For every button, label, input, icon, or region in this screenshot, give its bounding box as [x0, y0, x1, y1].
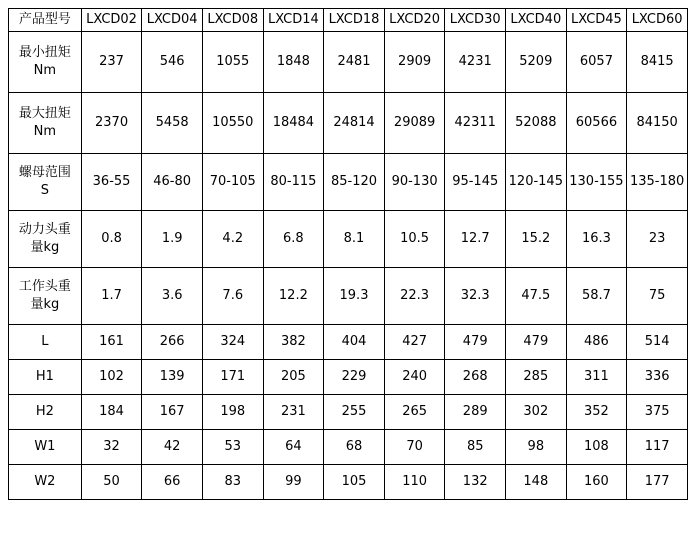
- header-cell-lxcd30: LXCD30: [445, 9, 506, 32]
- row-label-line: 量kg: [30, 296, 60, 312]
- cell-value: 66: [142, 464, 203, 499]
- cell-value: 85-120: [324, 153, 385, 210]
- cell-value: 2481: [324, 31, 385, 92]
- table-header: [9, 9, 688, 32]
- cell-value: 1.7: [81, 267, 142, 324]
- cell-value: 70-105: [202, 153, 263, 210]
- cell-value: 130-155: [566, 153, 627, 210]
- table-header-row: [9, 9, 688, 32]
- cell-value: 22.3: [384, 267, 445, 324]
- cell-value: 161: [81, 324, 142, 359]
- cell-value: 52088: [506, 92, 567, 153]
- row-label-line: 工作头重: [18, 279, 71, 294]
- cell-value: 2909: [384, 31, 445, 92]
- cell-value: 19.3: [324, 267, 385, 324]
- row-label-h2: H2: [9, 394, 82, 429]
- cell-value: 36-55: [81, 153, 142, 210]
- cell-value: 167: [142, 394, 203, 429]
- cell-value: 42: [142, 429, 203, 464]
- cell-value: 382: [263, 324, 324, 359]
- cell-value: 120-145: [506, 153, 567, 210]
- cell-value: 4231: [445, 31, 506, 92]
- row-label-max-torque: [9, 92, 82, 153]
- cell-value: 266: [142, 324, 203, 359]
- cell-value: 2370: [81, 92, 142, 153]
- cell-value: 514: [627, 324, 688, 359]
- header-cell-lxcd18: LXCD18: [324, 9, 385, 32]
- cell-value: 23: [627, 210, 688, 267]
- cell-value: 75: [627, 267, 688, 324]
- cell-value: 53: [202, 429, 263, 464]
- header-cell-lxcd08: LXCD08: [202, 9, 263, 32]
- cell-value: 479: [506, 324, 567, 359]
- cell-value: 99: [263, 464, 324, 499]
- cell-value: 32: [81, 429, 142, 464]
- cell-value: 1.9: [142, 210, 203, 267]
- cell-value: 265: [384, 394, 445, 429]
- table-row: [9, 92, 688, 153]
- row-label-line: S: [40, 182, 49, 198]
- cell-value: 4.2: [202, 210, 263, 267]
- header-cell-lxcd40: LXCD40: [506, 9, 567, 32]
- cell-value: 85: [445, 429, 506, 464]
- table-row: [9, 153, 688, 210]
- cell-value: 6057: [566, 31, 627, 92]
- table-row: [9, 210, 688, 267]
- cell-value: 255: [324, 394, 385, 429]
- header-cell-lxcd20: LXCD20: [384, 9, 445, 32]
- row-label-line: 最小扭矩: [18, 45, 71, 60]
- cell-value: 336: [627, 359, 688, 394]
- cell-value: 6.8: [263, 210, 324, 267]
- cell-value: 231: [263, 394, 324, 429]
- cell-value: 47.5: [506, 267, 567, 324]
- table-row: [9, 429, 688, 464]
- cell-value: 108: [566, 429, 627, 464]
- cell-value: 5209: [506, 31, 567, 92]
- row-label-w2: W2: [9, 464, 82, 499]
- cell-value: 42311: [445, 92, 506, 153]
- cell-value: 8.1: [324, 210, 385, 267]
- cell-value: 10550: [202, 92, 263, 153]
- cell-value: 237: [81, 31, 142, 92]
- header-cell-model: 产品型号: [9, 9, 82, 32]
- header-cell-lxcd60: LXCD60: [627, 9, 688, 32]
- cell-value: 50: [81, 464, 142, 499]
- cell-value: 15.2: [506, 210, 567, 267]
- row-label-line: Nm: [33, 62, 57, 78]
- cell-value: 32.3: [445, 267, 506, 324]
- row-label-power-head-weight: [9, 210, 82, 267]
- cell-value: 68: [324, 429, 385, 464]
- row-label-line: Nm: [33, 123, 57, 139]
- cell-value: 12.2: [263, 267, 324, 324]
- cell-value: 29089: [384, 92, 445, 153]
- cell-value: 171: [202, 359, 263, 394]
- row-label-nut-range: [9, 153, 82, 210]
- row-label-line: 量kg: [30, 239, 60, 255]
- header-cell-lxcd45: LXCD45: [566, 9, 627, 32]
- cell-value: 24814: [324, 92, 385, 153]
- cell-value: 58.7: [566, 267, 627, 324]
- cell-value: 80-115: [263, 153, 324, 210]
- cell-value: 546: [142, 31, 203, 92]
- cell-value: 404: [324, 324, 385, 359]
- row-label-l: L: [9, 324, 82, 359]
- cell-value: 90-130: [384, 153, 445, 210]
- cell-value: 46-80: [142, 153, 203, 210]
- row-label-line: 动力头重: [18, 222, 71, 237]
- row-label-min-torque: [9, 31, 82, 92]
- cell-value: 352: [566, 394, 627, 429]
- cell-value: 1848: [263, 31, 324, 92]
- cell-value: 12.7: [445, 210, 506, 267]
- cell-value: 160: [566, 464, 627, 499]
- cell-value: 177: [627, 464, 688, 499]
- cell-value: 7.6: [202, 267, 263, 324]
- table-row: [9, 359, 688, 394]
- header-cell-lxcd04: LXCD04: [142, 9, 203, 32]
- table-row: [9, 31, 688, 92]
- cell-value: 3.6: [142, 267, 203, 324]
- cell-value: 0.8: [81, 210, 142, 267]
- cell-value: 110: [384, 464, 445, 499]
- cell-value: 83: [202, 464, 263, 499]
- cell-value: 102: [81, 359, 142, 394]
- cell-value: 375: [627, 394, 688, 429]
- table-body: [9, 31, 688, 499]
- cell-value: 427: [384, 324, 445, 359]
- cell-value: 70: [384, 429, 445, 464]
- cell-value: 311: [566, 359, 627, 394]
- cell-value: 135-180: [627, 153, 688, 210]
- cell-value: 5458: [142, 92, 203, 153]
- cell-value: 98: [506, 429, 567, 464]
- table-row: [9, 464, 688, 499]
- cell-value: 95-145: [445, 153, 506, 210]
- cell-value: 84150: [627, 92, 688, 153]
- row-label-w1: W1: [9, 429, 82, 464]
- table-row: [9, 394, 688, 429]
- cell-value: 229: [324, 359, 385, 394]
- cell-value: 240: [384, 359, 445, 394]
- row-label-h1: H1: [9, 359, 82, 394]
- cell-value: 105: [324, 464, 385, 499]
- cell-value: 184: [81, 394, 142, 429]
- cell-value: 18484: [263, 92, 324, 153]
- product-spec-table: [8, 8, 688, 500]
- table-row: [9, 324, 688, 359]
- row-label-line: 螺母范围: [18, 165, 71, 180]
- row-label-working-head-weight: [9, 267, 82, 324]
- cell-value: 1055: [202, 31, 263, 92]
- cell-value: 285: [506, 359, 567, 394]
- cell-value: 139: [142, 359, 203, 394]
- cell-value: 8415: [627, 31, 688, 92]
- table-row: [9, 267, 688, 324]
- cell-value: 289: [445, 394, 506, 429]
- cell-value: 117: [627, 429, 688, 464]
- header-cell-lxcd14: LXCD14: [263, 9, 324, 32]
- cell-value: 302: [506, 394, 567, 429]
- cell-value: 324: [202, 324, 263, 359]
- cell-value: 486: [566, 324, 627, 359]
- row-label-line: 最大扭矩: [18, 106, 71, 121]
- cell-value: 205: [263, 359, 324, 394]
- cell-value: 64: [263, 429, 324, 464]
- header-cell-lxcd02: LXCD02: [81, 9, 142, 32]
- cell-value: 198: [202, 394, 263, 429]
- cell-value: 148: [506, 464, 567, 499]
- cell-value: 268: [445, 359, 506, 394]
- cell-value: 479: [445, 324, 506, 359]
- cell-value: 60566: [566, 92, 627, 153]
- cell-value: 16.3: [566, 210, 627, 267]
- cell-value: 10.5: [384, 210, 445, 267]
- cell-value: 132: [445, 464, 506, 499]
